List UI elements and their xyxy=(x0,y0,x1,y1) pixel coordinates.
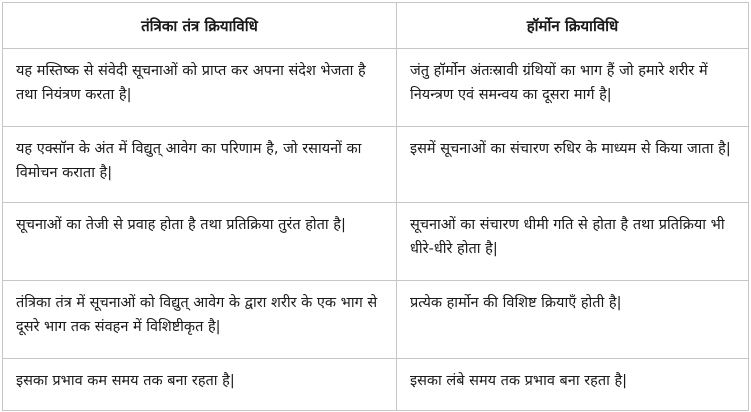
nervous-cell: तंत्रिका तंत्र में सूचनाओं को विद्युत् आवेग के द्वारा शरीर के एक भाग से दूसरे भाग तक संवहन में विशिष्टीकृत है| xyxy=(3,281,397,359)
table-header-row xyxy=(3,3,749,49)
header-nervous-system: तंत्रिका तंत्र क्रियाविधि xyxy=(3,3,397,49)
hormone-cell: इसका लंबे समय तक प्रभाव बना रहता है| xyxy=(397,359,749,411)
table-row xyxy=(3,281,749,359)
table-row xyxy=(3,49,749,127)
table-row xyxy=(3,127,749,203)
hormone-cell: इसमें सूचनाओं का संचारण रुधिर के माध्यम से किया जाता है| xyxy=(397,127,749,203)
comparison-table-container xyxy=(2,2,749,411)
hormone-cell: जंतु हॉर्मोन अंतःस्रावी ग्रंथियों का भाग हैं जो हमारे शरीर में नियन्त्रण एवं समन्वय का दूसरा मार्ग है| xyxy=(397,49,749,127)
header-hormone: हॉर्मोन क्रियाविधि xyxy=(397,3,749,49)
comparison-table xyxy=(2,2,749,411)
nervous-cell: यह एक्सॉन के अंत में विद्युत् आवेग का परिणाम है, जो रसायनों का विमोचन कराता है| xyxy=(3,127,397,203)
table-row xyxy=(3,359,749,411)
nervous-cell: सूचनाओं का तेजी से प्रवाह होता है तथा प्रतिक्रिया तुरंत होता है| xyxy=(3,203,397,281)
table-row xyxy=(3,203,749,281)
nervous-cell: इसका प्रभाव कम समय तक बना रहता है| xyxy=(3,359,397,411)
nervous-cell: यह मस्तिष्क से संवेदी सूचनाओं को प्राप्त कर अपना संदेश भेजता है तथा नियंत्रण करता है| xyxy=(3,49,397,127)
hormone-cell: सूचनाओं का संचारण धीमी गति से होता है तथा प्रतिक्रिया भी धीरे-धीरे होता है| xyxy=(397,203,749,281)
hormone-cell: प्रत्येक हार्मोन की विशिष्ट क्रियाएँ होती है| xyxy=(397,281,749,359)
